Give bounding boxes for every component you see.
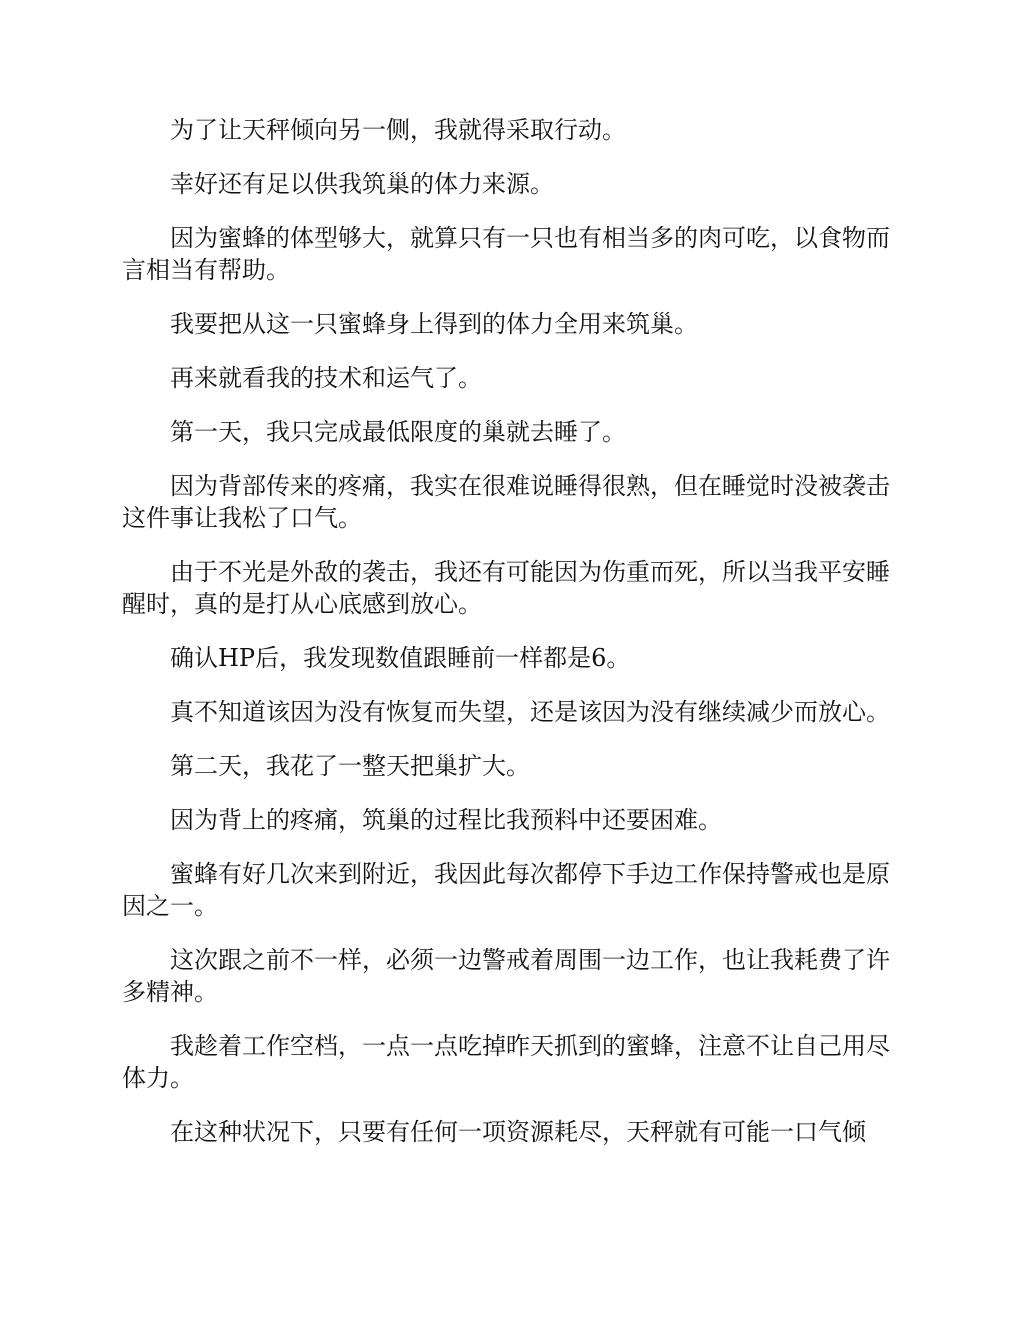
paragraph-4: 我要把从这一只蜜蜂身上得到的体力全用来筑巢。 — [170, 310, 698, 338]
paragraph-14: 这次跟之前不一样，必须一边警戒着周围一边工作，也让我耗费了许多精神。 — [122, 946, 890, 1006]
paragraph-3: 因为蜜蜂的体型够大，就算只有一只也有相当多的肉可吃，以食物而言相当有帮助。 — [122, 224, 890, 284]
paragraph-10: 真不知道该因为没有恢复而失望，还是该因为没有继续减少而放心。 — [170, 698, 890, 726]
paragraph-12: 因为背上的疼痛，筑巢的过程比我预料中还要困难。 — [170, 806, 722, 834]
paragraph-5: 再来就看我的技术和运气了。 — [170, 364, 482, 392]
paragraph-7: 因为背部传来的疼痛，我实在很难说睡得很熟，但在睡觉时没被袭击这件事让我松了口气。 — [122, 472, 890, 532]
paragraph-11: 第二天，我花了一整天把巢扩大。 — [170, 752, 530, 780]
paragraph-1: 为了让天秤倾向另一侧，我就得采取行动。 — [170, 116, 626, 144]
body-text — [122, 114, 897, 1170]
paragraph-8: 由于不光是外敌的袭击，我还有可能因为伤重而死，所以当我平安睡醒时，真的是打从心底感到放心。 — [122, 558, 890, 618]
paragraph-6: 第一天，我只完成最低限度的巢就去睡了。 — [170, 418, 626, 446]
paragraph-13: 蜜蜂有好几次来到附近，我因此每次都停下手边工作保持警戒也是原因之一。 — [122, 860, 890, 920]
paragraph-16: 在这种状况下，只要有任何一项资源耗尽，天秤就有可能一口气倾 — [170, 1118, 866, 1146]
paragraph-2: 幸好还有足以供我筑巢的体力来源。 — [170, 170, 554, 198]
paragraph-9: 确认HP后，我发现数值跟睡前一样都是6。 — [170, 644, 631, 672]
paragraph-15: 我趁着工作空档，一点一点吃掉昨天抓到的蜜蜂，注意不让自己用尽体力。 — [122, 1032, 890, 1092]
